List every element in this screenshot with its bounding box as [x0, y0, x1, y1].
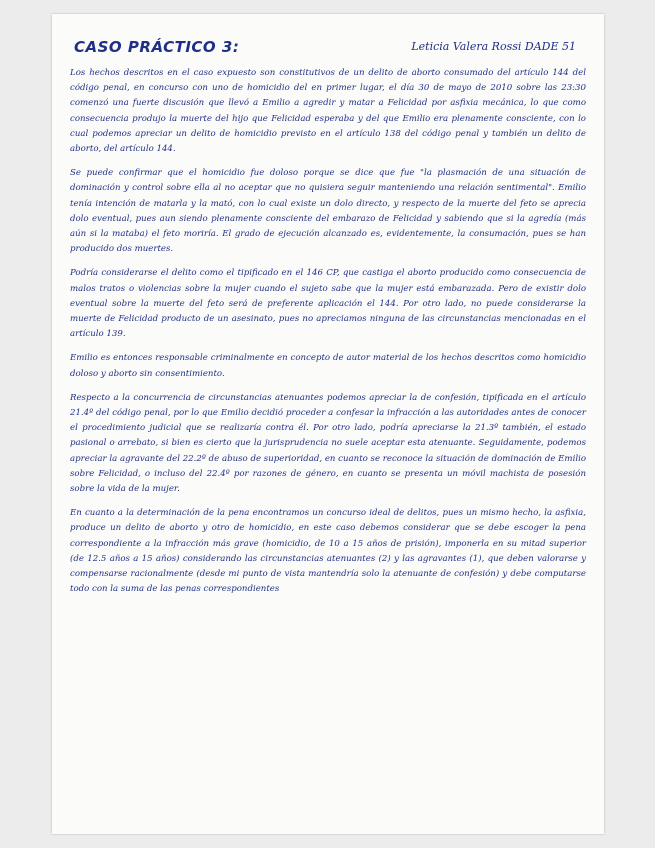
- paragraph: Se puede confirmar que el homicidio fue doloso porque se dice que fue "la plasmación de una situación de dominación y control sobre ella al no aceptar que no quisiera seguir manteniendo una relación sentimental". Emilio tenía intención de matarla y la mató, con lo cual existe un dolo directo, y respecto de la muerte del feto se aprecia dolo eventual, pues aun siendo plenamente consciente del embarazo de Felicidad y sabiendo que si la agredía (más aún si la mataba) el feto moriría. El grado de ejecución alcanzado es, evidentemente, la consumación, pues se han producido dos muertes.: [70, 168, 586, 255]
- author-name: Leticia Valera Rossi DADE 51: [411, 40, 576, 53]
- document-body: [70, 66, 586, 598]
- paragraph: Podría considerarse el delito como el tipificado en el 146 CP, que castiga el aborto producido como consecuencia de malos tratos o violencias sobre la mujer cuando el sujeto sabe que la mujer está embarazada. Pero de existir dolo eventual sobre la muerte del feto será de preferente aplicación el 144. Por otro lado, no puede considerarse la muerte de Felicidad producto de un asesinato, pues no apreciamos ninguna de las circunstancias mencionadas en el artículo 139.: [70, 268, 586, 340]
- paragraph: En cuanto a la determinación de la pena encontramos un concurso ideal de delitos, pues un mismo hecho, la asfixia, produce un delito de aborto y otro de homicidio, en este caso debemos considerar que se debe escoger la pena correspondiente a la infracción más grave (homicidio, de 10 a 15 años de prisión), imponerla en su mitad superior (de 12.5 años a 15 años) considerando las circunstancias atenuantes (2) y las agravantes (1), que deben valorarse y compensarse racionalmente (desde mi punto de vista mantendría solo la atenuante de confesión) y debe computarse todo con la suma de las penas correspondientes: [70, 508, 586, 595]
- paragraph: Respecto a la concurrencia de circunstancias atenuantes podemos apreciar la de confesión, tipificada en el artículo 21.4º del código penal, por lo que Emilio decidió proceder a confesar la infracción a las autoridades antes de conocer el procedimiento judicial que se realizaría contra él. Por otro lado, podría apreciarse la 21.3º también, el estado pasional o arrebato, si bien es cierto que la jurisprudencia no suele aceptar esta atenuante. Seguidamente, podemos apreciar la agravante del 22.2º de abuso de superioridad, en cuanto se reconoce la situación de dominación de Emilio sobre Felicidad, o incluso del 22.4º por razones de género, en cuanto se presenta un móvil machista de posesión sobre la vida de la mujer.: [70, 392, 586, 495]
- paragraph: Emilio es entonces responsable criminalmente en concepto de autor material de los hechos descritos como homicidio doloso y aborto sin consentimiento.: [70, 353, 586, 379]
- handwritten-page: [52, 14, 604, 834]
- page-title: CASO PRÁCTICO 3:: [74, 38, 240, 56]
- paragraph: Los hechos descritos en el caso expuesto son constitutivos de un delito de aborto consumado del artículo 144 del código penal, en concurso con uno de homicidio del en primer lugar, el día 30 de mayo de 2010 sobre las 23:30 comenzó una fuerte discusión que llevó a Emilio a agredir y matar a Felicidad por asfixia mecánica, lo que como consecuencia produjo la muerte del hijo que Felicidad esperaba y del que Emilio era plenamente consciente, con lo cual podemos apreciar un delito de homicidio previsto en el artículo 138 del código penal y también un delito de aborto, del artículo 144.: [70, 68, 586, 155]
